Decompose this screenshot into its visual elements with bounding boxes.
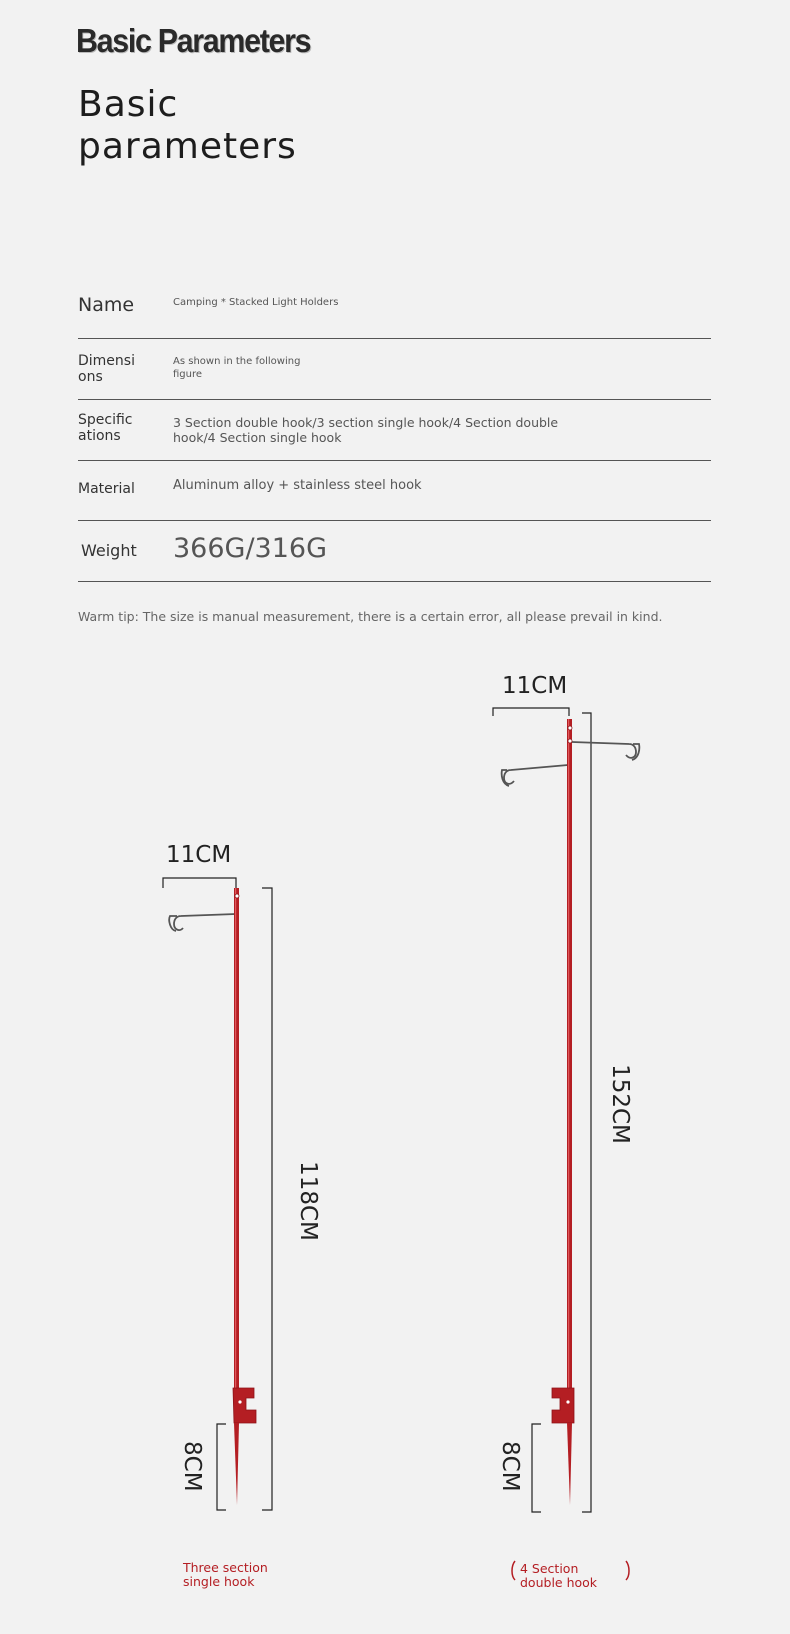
right-height-label: 152CM <box>607 1064 633 1144</box>
right-caption: 4 Section double hook <box>520 1561 598 1590</box>
left-width-bracket <box>163 878 236 888</box>
caption-bracket-left <box>512 1561 515 1580</box>
right-pole-rivet <box>568 726 572 730</box>
spec-value: 3 Section double hook/3 section single hook/4 Section double hook/4 Section single hook <box>173 415 559 445</box>
right-clamp <box>552 1388 574 1423</box>
left-spike-bracket <box>217 1424 226 1510</box>
warm-tip: Warm tip: The size is manual measurement, there is a certain error, all please prevail in kind. <box>78 609 663 624</box>
left-caption: Three section single hook <box>183 1560 268 1589</box>
left-width-label: 11CM <box>166 842 232 868</box>
left-hook <box>174 914 236 930</box>
spec-value: As shown in the following figure <box>173 356 301 380</box>
spec-label: Weight <box>81 541 137 560</box>
right-width-bracket <box>493 708 569 716</box>
logo-title: Basic Parameters <box>76 22 311 59</box>
left-spike-label: 8CM <box>179 1441 205 1492</box>
right-height-bracket <box>582 713 591 1512</box>
spec-value: Aluminum alloy + stainless steel hook <box>173 478 422 493</box>
left-height-label: 118CM <box>295 1161 321 1241</box>
left-pole-highlight <box>235 888 236 1390</box>
spec-label: Material <box>78 481 135 497</box>
right-pole <box>567 719 572 1390</box>
left-clamp <box>233 1388 256 1423</box>
spec-label: Name <box>78 294 135 316</box>
left-pole-rivet <box>235 894 239 898</box>
spec-value: Camping * Stacked Light Holders <box>173 297 339 308</box>
right-pole-highlight <box>568 719 569 1390</box>
left-pole <box>234 888 239 1390</box>
spec-value: 366G/316G <box>173 533 328 564</box>
right-pole-rivet <box>568 739 572 743</box>
left-height-bracket <box>262 888 272 1510</box>
right-hook-right <box>572 742 636 758</box>
left-clamp-screw <box>238 1400 241 1403</box>
right-hook-left <box>504 765 568 784</box>
right-spike-label: 8CM <box>497 1441 523 1492</box>
left-spike <box>234 1423 239 1505</box>
right-spike <box>567 1423 572 1505</box>
spec-label: Dimensions <box>78 353 135 385</box>
right-width-label: 11CM <box>502 673 568 699</box>
left-light-holder <box>163 878 272 1510</box>
caption-bracket-right <box>626 1561 629 1580</box>
spec-label: Specifications <box>78 412 133 444</box>
right-clamp-screw <box>566 1400 569 1403</box>
page-title: Basic parameters <box>78 84 297 167</box>
right-spike-bracket <box>532 1424 541 1512</box>
